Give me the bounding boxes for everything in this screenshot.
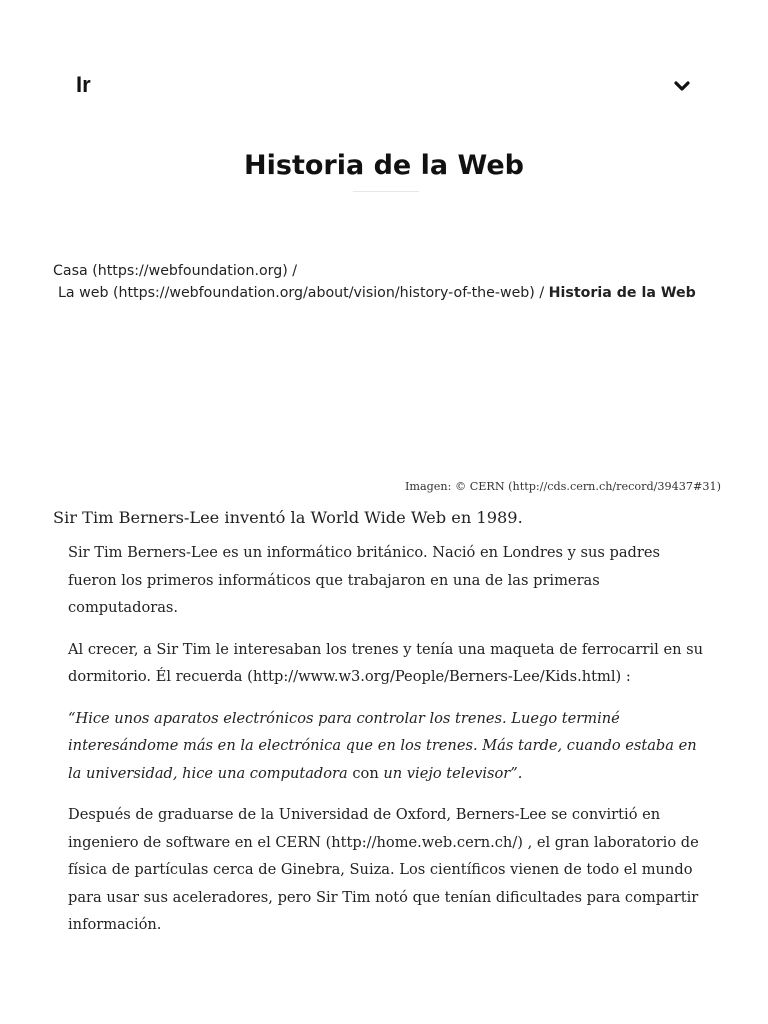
- quote-connector: con: [352, 764, 379, 782]
- cern-link[interactable]: (http://home.web.cern.ch/): [325, 833, 523, 851]
- quote-paragraph: [68, 705, 708, 788]
- paragraph-4-rest: , el gran laboratorio de física de partículas cerca de Ginebra, Suiza. Los científicos vienen de todo el mundo para usar sus aceleradores, pero Sir Tim notó que tenían dificultades para compartir información.: [68, 833, 699, 933]
- breadcrumb-line-2: [53, 282, 743, 304]
- paragraph-4-text: Después de graduarse de la Universidad de Oxford, Berners-Lee se convirtió en ingeniero de software en el CERN: [68, 806, 661, 851]
- quote-text-2: un viejo televisor”.: [383, 764, 523, 782]
- breadcrumb: [53, 260, 743, 304]
- nav-link-ir[interactable]: Ir: [76, 72, 91, 97]
- quote-text-1: “Hice unos aparatos electrónicos para controlar los trenes. Luego terminé interesándome más en la electrónica que en los trenes. Más tarde, cuando estaba en la universidad, hice una computadora: [68, 709, 697, 782]
- paragraph-4: [68, 801, 708, 939]
- paragraph-2-text: Al crecer, a Sir Tim le interesaban los trenes y tenía una maqueta de ferrocarril en su dormitorio. Él recuerda: [68, 640, 704, 685]
- breadcrumb-home-link[interactable]: Casa (https://webfoundation.org): [53, 263, 288, 279]
- article-lead: Sir Tim Berners-Lee inventó la World Wide Web en 1989.: [53, 508, 523, 527]
- chevron-down-icon[interactable]: [672, 76, 692, 96]
- article-body: [68, 539, 708, 953]
- page-title: Historia de la Web: [244, 150, 524, 181]
- kids-page-link[interactable]: (http://www.w3.org/People/Berners-Lee/Kids.html): [247, 668, 622, 685]
- paragraph-1: Sir Tim Berners-Lee es un informático británico. Nació en Londres y sus padres fueron los primeros informáticos que trabajaron en una de las primeras computadoras.: [68, 544, 660, 616]
- breadcrumb-separator: /: [292, 263, 298, 279]
- top-nav: [76, 72, 692, 102]
- paragraph-2: [68, 636, 708, 691]
- breadcrumb-web-link[interactable]: La web (https://webfoundation.org/about/vision/history-of-the-web): [58, 285, 535, 301]
- breadcrumb-current: Historia de la Web: [548, 285, 696, 301]
- breadcrumb-line-1: [53, 260, 743, 282]
- image-credit: Imagen: © CERN (http://cds.cern.ch/record/39437#31): [404, 480, 721, 493]
- paragraph-2-end: :: [625, 668, 631, 685]
- breadcrumb-separator: /: [539, 285, 545, 301]
- title-divider: [353, 191, 419, 192]
